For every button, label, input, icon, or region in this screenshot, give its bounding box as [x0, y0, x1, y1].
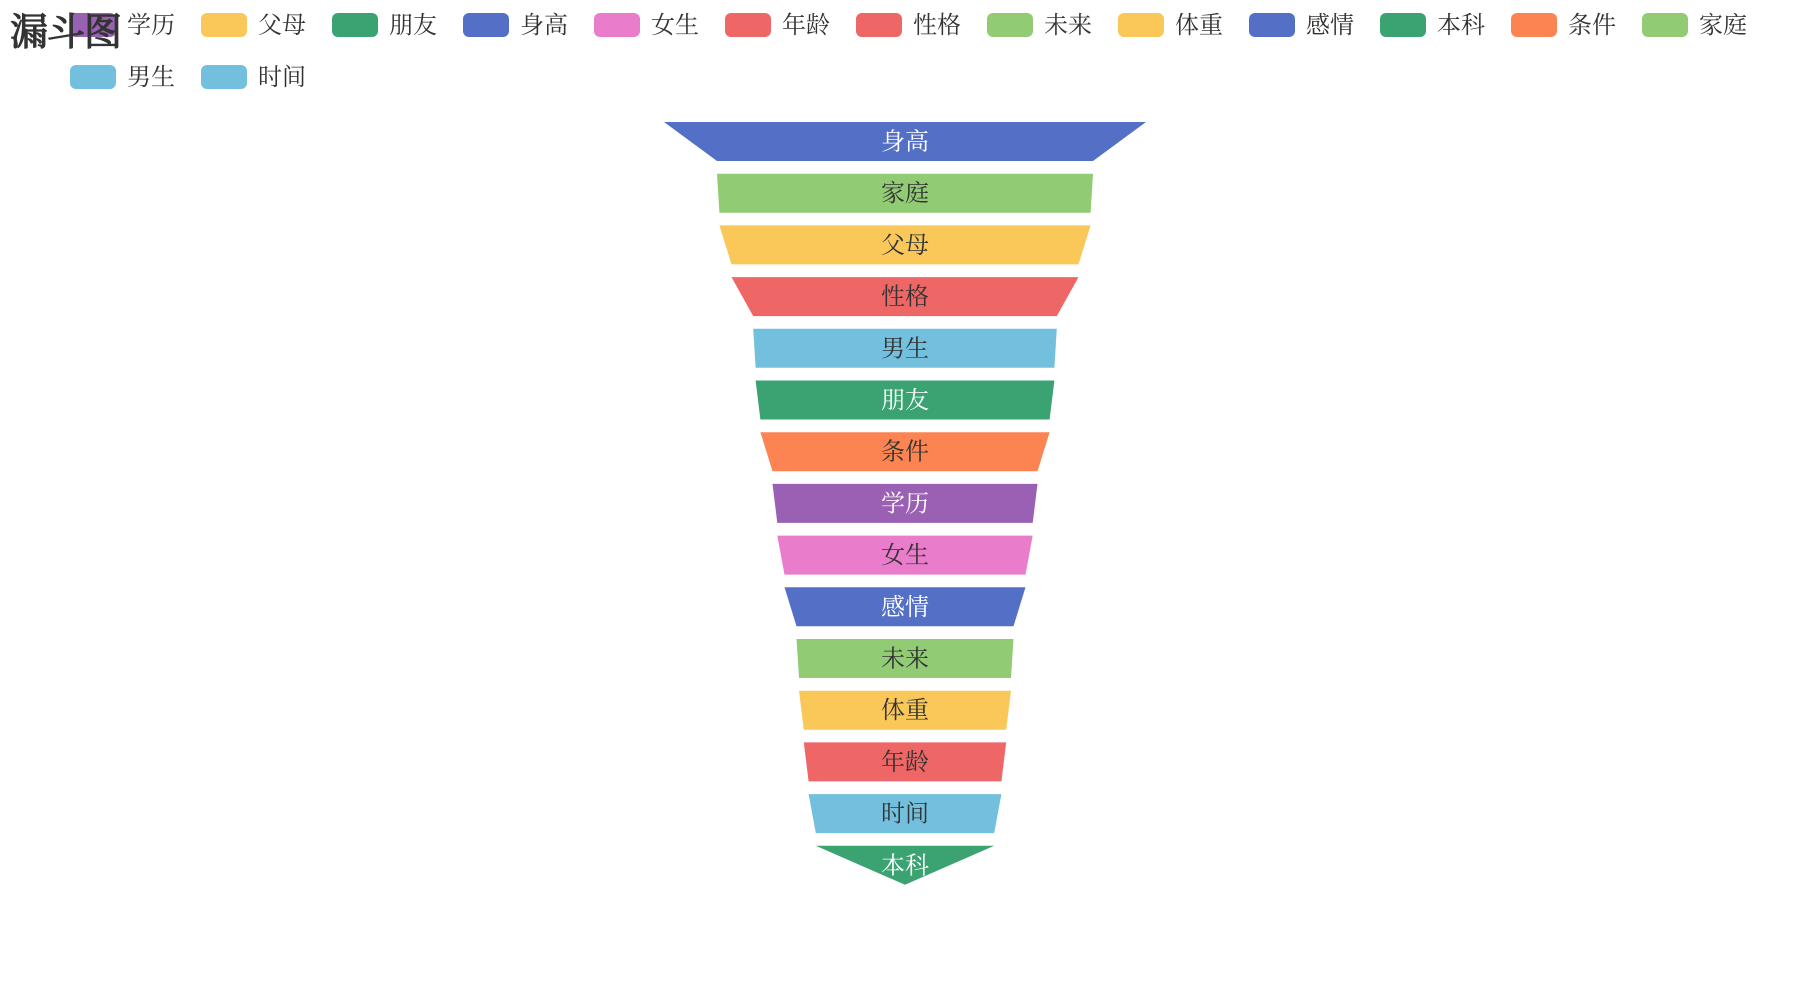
legend-swatch	[201, 13, 247, 37]
funnel-segment[interactable]	[797, 639, 1014, 678]
funnel-segment-label: 父母	[881, 230, 929, 259]
funnel-segment-label: 时间	[881, 799, 929, 828]
legend-swatch	[70, 65, 116, 89]
legend-label: 感情	[1306, 11, 1354, 39]
legend-swatch	[856, 13, 902, 37]
legend-item[interactable]	[1642, 11, 1747, 39]
funnel-segment-label: 年龄	[881, 747, 929, 776]
funnel-segment[interactable]	[753, 329, 1057, 368]
funnel-segment-label: 女生	[881, 541, 929, 570]
funnel-segment-label: 条件	[881, 437, 929, 466]
legend-swatch	[725, 13, 771, 37]
legend-label: 本科	[1437, 11, 1485, 39]
funnel-segment[interactable]	[756, 381, 1055, 420]
legend-swatch	[1249, 13, 1295, 37]
funnel-segment[interactable]	[804, 742, 1006, 781]
funnel-segment[interactable]	[799, 691, 1011, 730]
funnel-segment-label: 本科	[881, 851, 929, 880]
funnel-segment-label: 未来	[881, 644, 929, 673]
legend-label: 年龄	[782, 11, 830, 39]
legend	[70, 11, 1747, 91]
legend-label: 体重	[1175, 11, 1223, 39]
legend-label: 家庭	[1699, 11, 1747, 39]
legend-item[interactable]	[332, 11, 437, 39]
funnel-segment-label: 身高	[881, 127, 929, 156]
funnel-segment[interactable]	[816, 846, 994, 885]
funnel-segment[interactable]	[719, 225, 1090, 264]
legend-item[interactable]	[70, 63, 175, 91]
chart-title: 漏斗图	[10, 10, 122, 54]
funnel-segment-label: 学历	[881, 489, 929, 518]
legend-item[interactable]	[463, 11, 568, 39]
legend-item[interactable]	[1118, 11, 1223, 39]
funnel-segment-label: 性格	[881, 282, 929, 311]
funnel-segments	[664, 122, 1146, 885]
legend-swatch	[1642, 13, 1688, 37]
funnel-segment-label: 男生	[881, 334, 929, 363]
legend-swatch	[201, 65, 247, 89]
funnel-segment-label: 感情	[881, 592, 929, 621]
funnel-segment[interactable]	[785, 587, 1026, 626]
funnel-segment-label: 家庭	[881, 179, 929, 208]
legend-item[interactable]	[1511, 11, 1616, 39]
legend-item[interactable]	[987, 11, 1092, 39]
legend-swatch	[1118, 13, 1164, 37]
legend-swatch	[1511, 13, 1557, 37]
legend-item[interactable]	[201, 11, 306, 39]
legend-label: 未来	[1044, 11, 1092, 39]
legend-label: 时间	[258, 63, 306, 91]
legend-label: 性格	[913, 11, 961, 39]
funnel-segment[interactable]	[760, 432, 1049, 471]
funnel-segment[interactable]	[717, 174, 1093, 213]
legend-label: 学历	[127, 11, 175, 39]
funnel-segment[interactable]	[732, 277, 1079, 316]
legend-label: 朋友	[389, 11, 437, 39]
legend-item[interactable]	[725, 11, 830, 39]
legend-item[interactable]	[1249, 11, 1354, 39]
funnel-segment[interactable]	[809, 794, 1002, 833]
funnel-segment[interactable]	[777, 536, 1032, 575]
funnel-segment-label: 朋友	[881, 386, 929, 414]
legend-swatch	[594, 13, 640, 37]
funnel-segment[interactable]	[664, 122, 1146, 161]
legend-swatch	[1380, 13, 1426, 37]
legend-item[interactable]	[1380, 11, 1485, 39]
legend-item[interactable]	[201, 63, 306, 91]
legend-item[interactable]	[594, 11, 699, 39]
legend-swatch	[332, 13, 378, 37]
legend-label: 条件	[1568, 11, 1616, 39]
funnel-segment-label: 体重	[881, 696, 929, 725]
legend-swatch	[463, 13, 509, 37]
legend-swatch	[987, 13, 1033, 37]
legend-label: 身高	[520, 11, 568, 39]
legend-label: 男生	[127, 63, 175, 91]
legend-item[interactable]	[856, 11, 961, 39]
funnel-segment[interactable]	[773, 484, 1038, 523]
legend-label: 女生	[651, 11, 699, 39]
legend-label: 父母	[258, 11, 306, 39]
